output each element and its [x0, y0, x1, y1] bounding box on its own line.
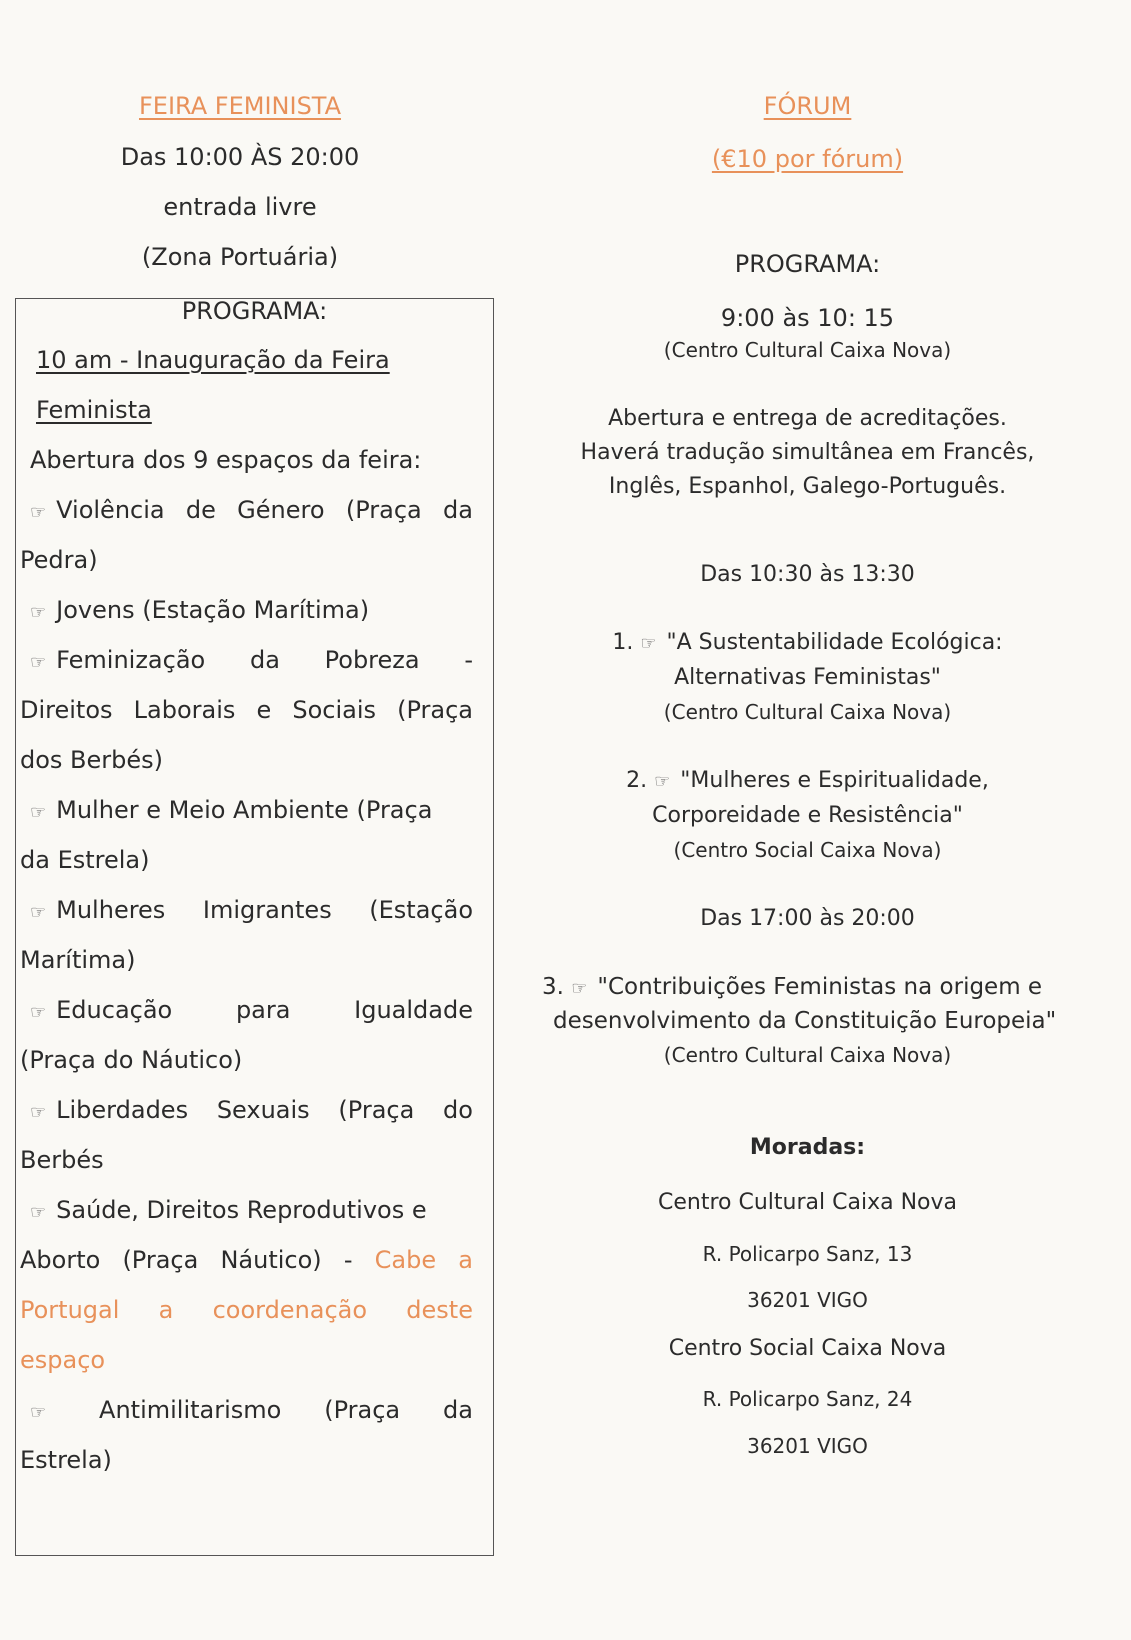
- space-ambiente-cont: da Estrela): [20, 846, 150, 874]
- space-educacao-cont: (Praça do Náutico): [20, 1046, 243, 1074]
- address-2-name: Centro Social Caixa Nova: [668, 1336, 947, 1361]
- forum-title: FÓRUM: [763, 92, 852, 120]
- pointing-hand-icon: ☞: [30, 602, 47, 623]
- pointing-hand-icon: ☞: [640, 633, 657, 654]
- space-imigrantes: ☞ Mulheres Imigrantes (Estação: [30, 896, 473, 924]
- address-2-city: 36201 VIGO: [747, 1434, 868, 1458]
- pointing-hand-icon: ☞: [654, 771, 671, 792]
- feira-title: FEIRA FEMINISTA: [138, 92, 342, 120]
- pointing-hand-icon: ☞: [30, 1002, 47, 1023]
- topic-3-venue: (Centro Cultural Caixa Nova): [663, 1043, 952, 1067]
- topic-2-venue: (Centro Social Caixa Nova): [673, 838, 942, 862]
- pointing-hand-icon: ☞: [30, 902, 47, 923]
- address-2-street: R. Policarpo Sanz, 24: [702, 1387, 913, 1411]
- session-3-time: Das 17:00 às 20:00: [700, 906, 915, 931]
- pointing-hand-icon: ☞: [30, 802, 47, 823]
- pointing-hand-icon: ☞: [30, 652, 47, 673]
- pointing-hand-icon: ☞: [30, 502, 47, 523]
- topic-3-title-2: desenvolvimento da Constituição Europeia": [553, 1008, 1057, 1034]
- topic-3-title: 3. ☞ "Contribuições Feministas na origem e: [542, 974, 1043, 1000]
- inauguration-text-1: 10 am - Inauguração da Feira: [36, 346, 390, 374]
- forum-programa-heading: PROGRAMA:: [734, 250, 881, 278]
- inauguration-line-1: [36, 345, 473, 375]
- feira-programme-box: [15, 298, 494, 1556]
- address-1-street: R. Policarpo Sanz, 13: [702, 1242, 913, 1266]
- space-educacao: ☞ Educação para Igualdade: [30, 996, 473, 1024]
- space-saude-cont-2: Portugal a coordenação deste: [20, 1296, 473, 1324]
- space-liberdades-cont: Berbés: [20, 1146, 104, 1174]
- pointing-hand-icon: ☞: [30, 1202, 47, 1223]
- address-1-city: 36201 VIGO: [747, 1288, 868, 1312]
- topic-2-title-2: Corporeidade e Resistência": [652, 803, 963, 828]
- topic-1-title-2: Alternativas Feministas": [674, 665, 941, 690]
- topic-1-title: 1. ☞ "A Sustentabilidade Ecológica:: [612, 630, 1003, 655]
- topic-1-venue: (Centro Cultural Caixa Nova): [663, 700, 952, 724]
- space-jovens: ☞ Jovens (Estação Marítima): [30, 596, 370, 624]
- feira-programa-heading: PROGRAMA:: [181, 297, 328, 325]
- space-antimilitarismo: ☞ Antimilitarismo (Praça da: [30, 1396, 473, 1424]
- space-liberdades: ☞ Liberdades Sexuais (Praça do: [30, 1096, 473, 1124]
- feira-zone: (Zona Portuária): [141, 243, 339, 271]
- pointing-hand-icon: ☞: [571, 978, 588, 999]
- space-ambiente: ☞ Mulher e Meio Ambiente (Praça: [30, 796, 433, 824]
- pointing-hand-icon: ☞: [30, 1402, 47, 1423]
- feira-hours: Das 10:00 ÀS 20:00: [120, 143, 360, 171]
- opening-text-3: Inglês, Espanhol, Galego-Português.: [608, 474, 1007, 499]
- space-saude-cont-3: espaço: [20, 1346, 106, 1374]
- feira-entry: entrada livre: [163, 193, 317, 221]
- space-violencia-cont: Pedra): [20, 546, 98, 574]
- pointing-hand-icon: ☞: [30, 1102, 47, 1123]
- space-saude: ☞ Saúde, Direitos Reprodutivos e: [30, 1196, 427, 1224]
- session-1-time: 9:00 às 10: 15: [720, 304, 895, 332]
- address-1-name: Centro Cultural Caixa Nova: [658, 1190, 957, 1215]
- space-pobreza-cont-2: dos Berbés): [20, 746, 164, 774]
- space-saude-cont: Aborto (Praça Náutico) - Cabe a: [20, 1246, 473, 1274]
- space-imigrantes-cont: Marítima): [20, 946, 136, 974]
- forum-price: (€10 por fórum): [711, 145, 904, 173]
- space-antimilitarismo-cont: Estrela): [20, 1446, 112, 1474]
- inauguration-text-2: Feminista: [36, 396, 152, 424]
- space-violencia: ☞ Violência de Género (Praça da: [30, 496, 473, 524]
- space-pobreza-cont: Direitos Laborais e Sociais (Praça: [20, 696, 473, 724]
- opening-text-1: Abertura e entrega de acreditações.: [608, 406, 1007, 431]
- session-1-venue: (Centro Cultural Caixa Nova): [663, 338, 952, 362]
- session-2-time: Das 10:30 às 13:30: [700, 562, 915, 587]
- topic-2-title: 2. ☞ "Mulheres e Espiritualidade,: [626, 768, 989, 793]
- opening-line: Abertura dos 9 espaços da feira:: [30, 446, 422, 474]
- addresses-heading: Moradas:: [749, 1135, 866, 1160]
- inauguration-line-2: [36, 395, 473, 425]
- opening-text-2: Haverá tradução simultânea em Francês,: [580, 440, 1035, 465]
- space-pobreza: ☞ Feminização da Pobreza -: [30, 646, 473, 674]
